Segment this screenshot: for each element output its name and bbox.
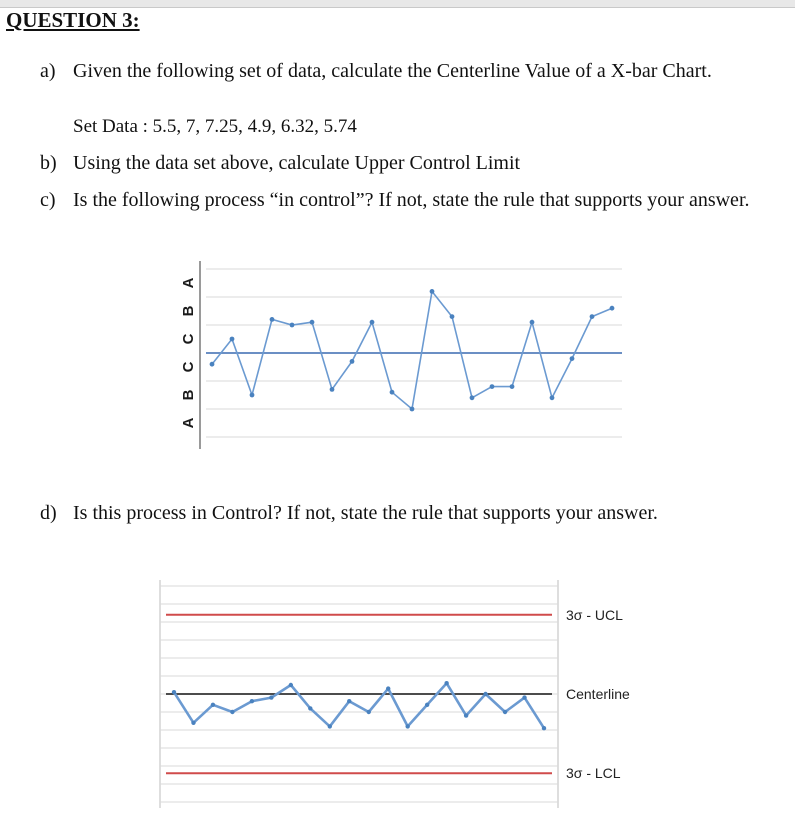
data-point (425, 703, 429, 707)
question-a-label: a) (40, 60, 56, 82)
zone-label: B (179, 389, 197, 401)
data-point (250, 699, 254, 703)
data-point (330, 387, 335, 392)
data-point (450, 314, 455, 319)
zone-label: C (179, 333, 197, 345)
data-line (174, 683, 544, 728)
data-point (503, 710, 507, 714)
data-point (430, 289, 435, 294)
question-d-label: d) (40, 502, 57, 524)
question-b-label: b) (40, 152, 57, 174)
data-point (542, 726, 546, 730)
question-d (40, 502, 658, 525)
data-point (464, 713, 468, 717)
question-b (40, 152, 520, 175)
data-point (367, 710, 371, 714)
data-point (250, 393, 255, 398)
question-c-text: Is the following process “in control”? If not, state the rule that supports your answer. (73, 189, 750, 211)
data-point (610, 306, 615, 311)
data-point (370, 320, 375, 325)
data-point (328, 724, 332, 728)
data-point (230, 710, 234, 714)
data-line (212, 291, 612, 409)
data-point (405, 724, 409, 728)
data-point (270, 317, 275, 322)
question-a-text: Given the following set of data, calculate the Centerline Value of a X-bar Chart. (73, 60, 712, 82)
centerline-label: Centerline (566, 686, 630, 702)
set-data: Set Data : 5.5, 7, 7.25, 4.9, 6.32, 5.74 (73, 116, 357, 137)
zone-label: A (179, 417, 197, 429)
data-point (310, 320, 315, 325)
question-d-text: Is this process in Control? If not, state the rule that supports your answer. (73, 502, 658, 524)
data-point (191, 721, 195, 725)
question-c (40, 189, 750, 212)
data-point (350, 359, 355, 364)
data-point (211, 703, 215, 707)
data-point (210, 362, 215, 367)
data-point (347, 699, 351, 703)
data-point (390, 390, 395, 395)
lcl-label: 3σ - LCL (566, 765, 621, 782)
question-c-label: c) (40, 189, 56, 211)
data-point (590, 314, 595, 319)
data-point (483, 692, 487, 696)
data-point (230, 337, 235, 342)
data-point (269, 695, 273, 699)
data-point (550, 395, 555, 400)
zone-label: C (179, 361, 197, 373)
data-point (490, 384, 495, 389)
limits-control-chart (150, 578, 670, 810)
top-border (0, 0, 795, 8)
data-point (308, 706, 312, 710)
data-point (410, 407, 415, 412)
data-point (470, 395, 475, 400)
data-point (444, 681, 448, 685)
data-point (172, 690, 176, 694)
data-point (290, 323, 295, 328)
data-point (289, 683, 293, 687)
data-point (570, 356, 575, 361)
zone-label: A (179, 277, 197, 289)
question-b-text: Using the data set above, calculate Upper Control Limit (73, 152, 521, 174)
question-a (40, 60, 712, 83)
ucl-label: 3σ - UCL (566, 606, 623, 623)
data-point (530, 320, 535, 325)
question-title: QUESTION 3: (6, 8, 140, 32)
zone-control-chart (170, 255, 630, 455)
data-point (522, 695, 526, 699)
data-point (386, 686, 390, 690)
zone-label: B (179, 305, 197, 317)
data-point (510, 384, 515, 389)
